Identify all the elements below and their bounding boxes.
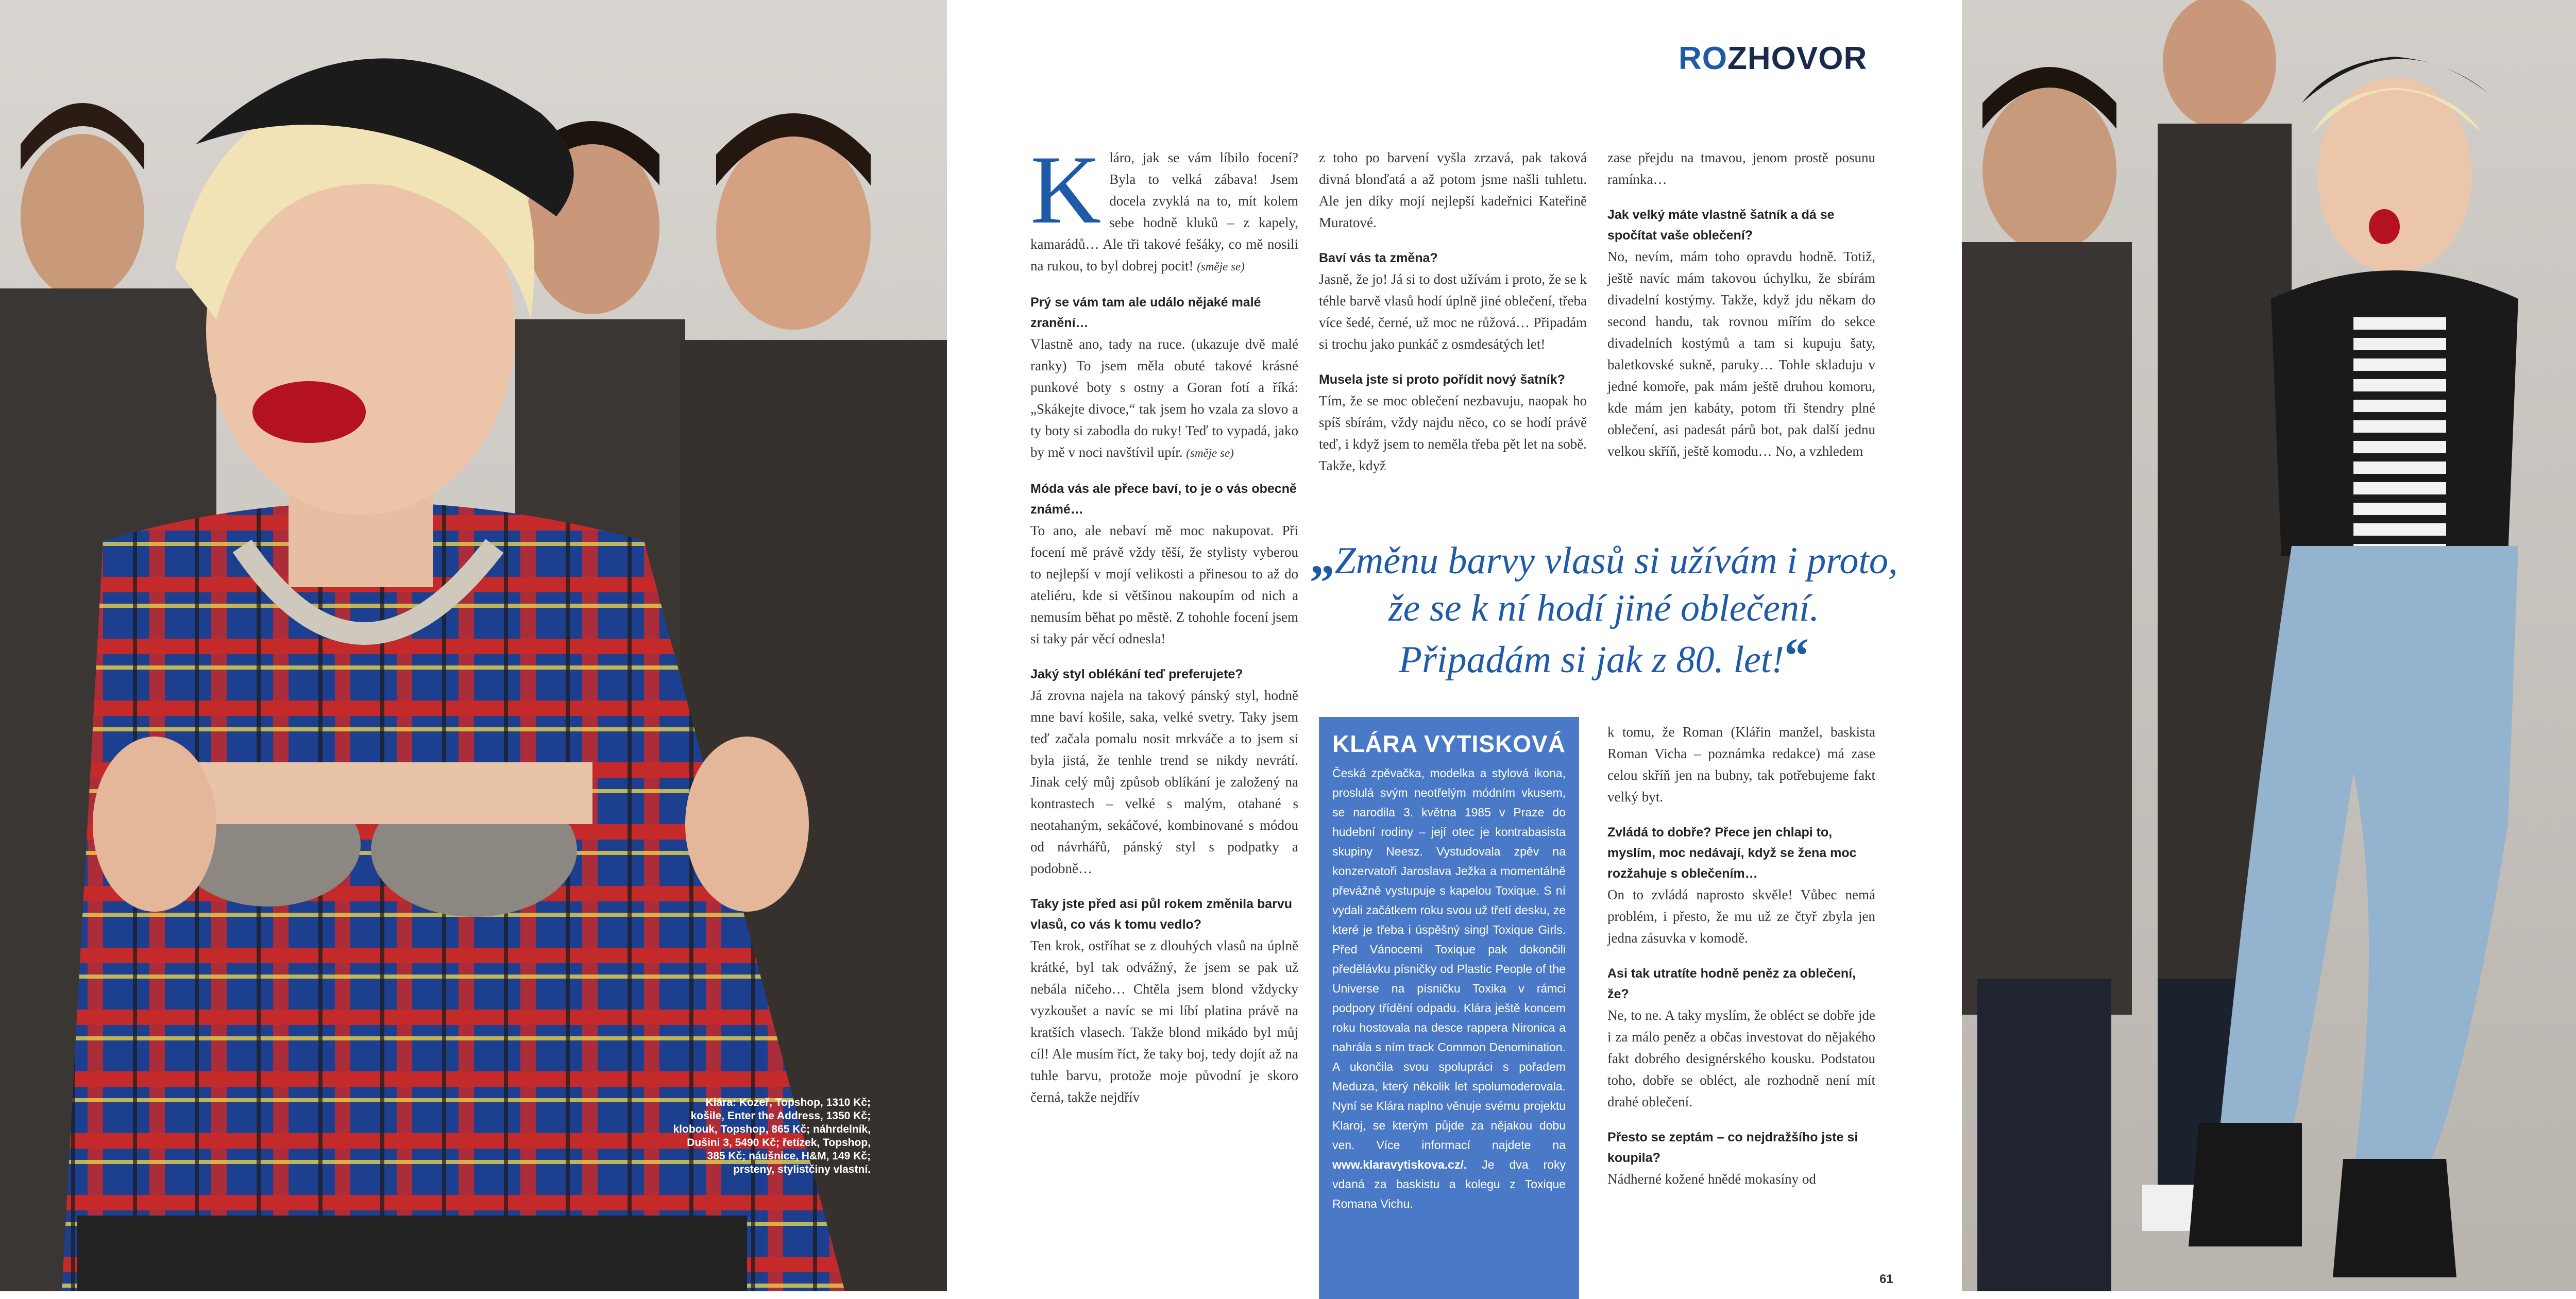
quote-open-mark: „ bbox=[1310, 529, 1335, 584]
article-column-3 bbox=[1607, 147, 1875, 462]
question-heading: Přesto se zeptám – co nejdražšího jste si koupila? bbox=[1607, 1130, 1858, 1165]
answer-text: Nádherné kožené hnědé mokasíny od bbox=[1607, 1171, 1816, 1187]
answer-text: Já zrovna najela na takový pánský styl, hodně mne baví košile, saka, velké svetry. Taky jsem teď začala pomalu nosit mrkváče a to jsem si byla jistá, že tenhle trend se nikdy nevrátí. Jinak celý můj způsob oblíkání je založený na kontrastech – velké s malým, otahané s neotahaným, sekáčové, kombinované s módou od návrhářů, pánský styl s podpatky a podobně… bbox=[1030, 688, 1298, 876]
answer-text: z toho po barvení vyšla zrzavá, pak taková divná blonďatá a až potom jsme našli tuhletu. Ale jen díky mojí nejlepší kadeřnici Kateřině Muratové. bbox=[1319, 150, 1587, 230]
bio-box bbox=[1319, 717, 1579, 1299]
pull-quote-text: Změnu barvy vlasů si užívám i proto, že se k ní hodí jiné oblečení. Připadám si jak z 80. let! bbox=[1334, 540, 1898, 681]
answer-text: Ten krok, ostříhat se z dlouhých vlasů na úplně krátké, byl tak odvážný, že jsem se pak už nebála ničeho… Chtěla jsem blond vždycky vyzkoušet a navíc se mi líbí platina právě na kratších vlasech. Takže blond mikádo byl můj cíl! Ale musím říct, že taky boj, tedy dojít až na tuhle barvu, protože moje původní je skoro černá, takže nejdřív bbox=[1030, 938, 1298, 1105]
page-number: 61 bbox=[1879, 1272, 1893, 1286]
quote-close-mark: “ bbox=[1784, 628, 1809, 683]
answer-text: Ne, to ne. A taky myslím, že obléct se dobře jde i za málo peněz a občas investovat do nějakého fakt dobrého designérského kousku. Podstatou toho, dobře se obléct, ale rozhodně není mít drahé oblečení. bbox=[1607, 1007, 1875, 1109]
answer-note: (směje se) bbox=[1186, 447, 1234, 459]
article-page bbox=[947, 0, 1962, 1291]
bio-title: KLÁRA VYTISKOVÁ bbox=[1332, 730, 1566, 757]
question-heading: Asi tak utratíte hodně peněz za oblečení, že? bbox=[1607, 966, 1856, 1001]
answer-text: Jasně, že jo! Já si to dost užívám i proto, že se k téhle barvě vlasů hodí úplně jiné oblečení, třeba více šedé, černé, už moc ne růžová… Připadám si trochu jako punkáč z osmdesátých let! bbox=[1319, 271, 1587, 352]
answer-text bbox=[1030, 333, 1298, 464]
question-heading: Jaký styl oblékání teď preferujete? bbox=[1030, 667, 1243, 681]
answer-text: No, nevím, mám toho opravdu hodně. Totiž, ještě navíc mám takovou úchylku, že sbírám divadelní kostýmy. Takže, když jdu někam do second handu, tak rovnou mířím do sekce divadelních kostýmů a tam si kupuju šaty, baletkovské sukně, paruky… Tohle skladuju v jedné komoře, pak mám ještě druhou komoru, kde mám jen kabáty, potom tři štendry plné oblečení, asi padesát párů bot, pak další jednu velkou skříň, ještě komodu… No, a vzhledem bbox=[1607, 249, 1875, 459]
section-label-rest: ZHOVOR bbox=[1727, 41, 1868, 76]
answer-body: láro, jak se vám líbilo focení? Byla to velká zábava! Jsem docela zvyklá na to, mít kolem sebe hodně kluků – z kapely, kamarádů… Ale tři takové fešáky, co mě nosili na rukou, to byl dobrej pocit! bbox=[1030, 150, 1298, 274]
article-column-3-lower bbox=[1607, 721, 1875, 1190]
outfit-caption: Klára: Kozeř, Topshop, 1310 Kč; košile, Enter the Address, 1350 Kč; klobouk, Topshop, 865 Kč; náhrdelník, Dušini 3, 5490 Kč; řetízek, Topshop, 385 Kč; náušnice, H&M, 149 Kč; prsteny, stylistčiny vlastní. bbox=[673, 1097, 871, 1175]
bio-body: Česká zpěvačka, modelka a stylová ikona, proslulá svým neotřelým módním vkusem, se narodila 3. května 1985 v Praze do hudební rodiny – její otec je kontrabasista skupiny Neesz. Vystudovala zpěv na konzervatoři Jaroslava Ježka a momentálně převážně vystupuje s kapelou Toxique. S ní vydali začátkem roku svou už třetí desku, ze které je třeba i úspěšný singl Toxique Girls. Před Vánocemi Toxique pak dokončili předělávku písničky od Plastic People of the Universe na písničku Toxika v rámci podpory třídění odpadu. Klára ještě koncem roku hostovala na desce rappera Nironica a nahrála s ním track Common Denomination. A ukončila svou spolupráci s pořadem Meduza, který několik let spolumoderovala. Nyní se Klára naplno věnuje svému projektu Klaroj, se kterým půjde za nějakou dobu ven. Více informací najdete na bbox=[1332, 766, 1566, 1152]
answer-text: On to zvládá naprosto skvěle! Vůbec nemá problém, i přesto, že mu už ze čtyř zbyla jen jedna zásuvka v komodě. bbox=[1607, 887, 1875, 946]
question-heading: Prý se vám tam ale událo nějaké malé zranění… bbox=[1030, 295, 1261, 330]
bio-body-end: Je dva roky vdaná za baskistu a kolegu z Toxique Romana Vichu. bbox=[1332, 1158, 1566, 1210]
question-heading: Musela jste si proto pořídit nový šatník? bbox=[1319, 372, 1565, 387]
section-label bbox=[1679, 40, 1867, 77]
answer-text: Tím, že se moc oblečení nezbavuju, naopak ho spíš sbírám, vždy najdu něco, co se hodí právě teď, i když jsem to neměla třeba pět let na sobě. Takže, když bbox=[1319, 393, 1587, 473]
photo-right-group bbox=[1962, 0, 2576, 1291]
answer-text: To ano, ale nebaví mě moc nakupovat. Při focení mě právě vždy těší, že stylisty vyberou to nejlepší v mojí velikosti a přinesou to až do ateliéru, kde si většinou nakoupím od nich a nemusím běhat po městě. Z tohohle focení jsem si taky pár věcí odnesla! bbox=[1030, 523, 1298, 646]
section-label-accent: RO bbox=[1679, 41, 1727, 76]
drop-cap: K bbox=[1030, 136, 1101, 244]
question-heading: Móda vás ale přece baví, to je o vás obecně známé… bbox=[1030, 482, 1297, 517]
question-heading: Zvládá to dobře? Přece jen chlapi to, myslím, moc nedávají, když se žena moc rozžahuje s oblečením… bbox=[1607, 825, 1857, 881]
question-heading: Jak velký máte vlastně šatník a dá se spočítat vaše oblečení? bbox=[1607, 208, 1835, 243]
question-heading: Baví vás ta změna? bbox=[1319, 251, 1438, 265]
answer-body: Vlastně ano, tady na ruce. (ukazuje dvě malé ranky) To jsem měla obuté takové krásné punkové boty s ostny a Goran fotí a říká: „Skákejte divoce,“ tak jsem ho vzala za slovo a ty boty si zabodla do ruky! Teď to vypadá, jako by mě v noci navštívil upír. bbox=[1030, 336, 1298, 460]
article-column-2 bbox=[1319, 147, 1587, 476]
answer-text: k tomu, že Roman (Klářin manžel, baskista Roman Vicha – poznámka redakce) má zase celou skříň jen na bubny, tak potřebujeme fakt velký byt. bbox=[1607, 724, 1875, 805]
photo-left-portrait bbox=[0, 0, 947, 1291]
bio-website-link[interactable]: www.klaravytiskova.cz/. bbox=[1332, 1158, 1467, 1171]
bio-text bbox=[1332, 763, 1566, 1213]
answer-note: (směje se) bbox=[1197, 260, 1245, 273]
answer-text: zase přejdu na tmavou, jenom prostě posunu ramínka… bbox=[1607, 150, 1875, 187]
photo-right-illustration bbox=[1962, 0, 2576, 1291]
article-column-1 bbox=[1030, 136, 1298, 1108]
question-heading: Taky jste před asi půl rokem změnila barvu vlasů, co vás k tomu vedlo? bbox=[1030, 897, 1293, 932]
pull-quote bbox=[1308, 529, 1900, 683]
